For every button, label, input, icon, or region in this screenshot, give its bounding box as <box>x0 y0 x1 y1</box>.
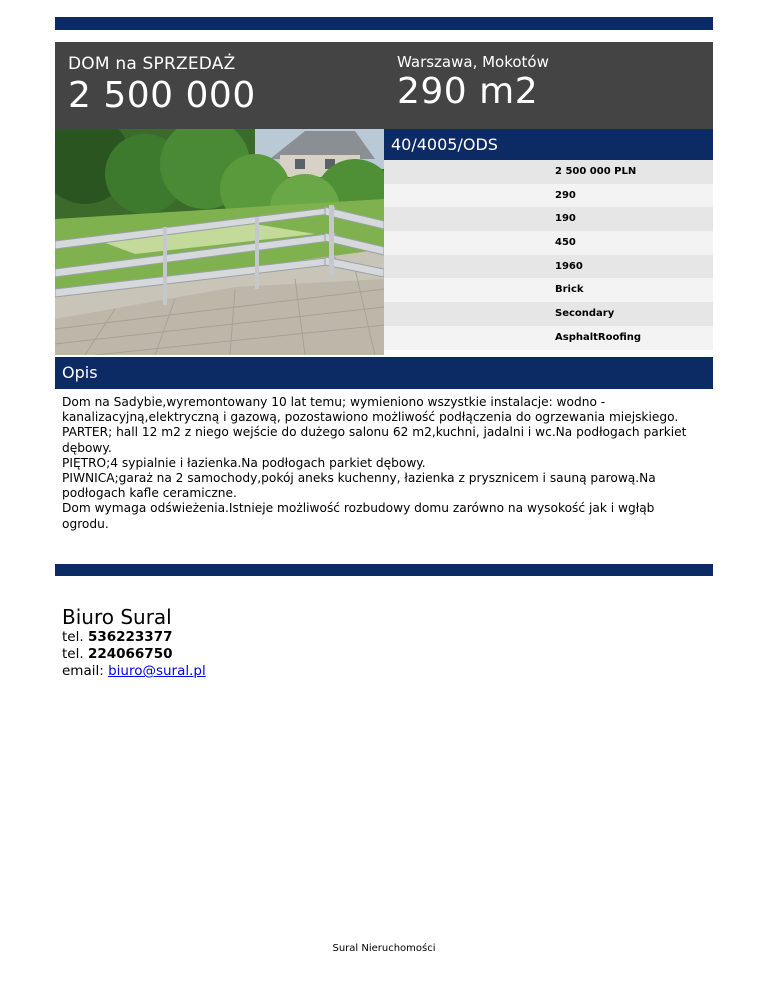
detail-area: 290 <box>384 184 713 208</box>
description-heading: Opis <box>55 357 713 389</box>
property-area: 290 m2 <box>397 71 539 112</box>
description-paragraph: PIWNICA;garaż na 2 samochody,pokój aneks kuchenny, łazienka z prysznicem i sauną parową.Na podłogach kafle ceramiczne. <box>62 471 656 501</box>
top-accent-bar <box>55 17 713 30</box>
header-left <box>68 54 256 116</box>
description-paragraph: PARTER; hall 12 m2 z niego wejście do dużego salonu 62 m2,kuchni, jadalni i wc.Na podłogach parkiet dębowy. <box>62 425 687 455</box>
details-table <box>384 160 713 350</box>
detail-usable-area: 190 <box>384 207 713 231</box>
phone-number: 536223377 <box>87 629 173 645</box>
description-paragraph: PIĘTRO;4 sypialnie i łazienka.Na podłogach parkiet dębowy. <box>62 455 426 470</box>
section-divider-bar <box>55 564 713 576</box>
header-right <box>397 53 549 112</box>
email-line <box>62 663 206 680</box>
email-link[interactable]: biuro@sural.pl <box>108 663 206 679</box>
phone-label: tel. <box>62 629 88 645</box>
property-location: Warszawa, Mokotów <box>397 53 549 71</box>
property-price: 2 500 000 <box>68 75 256 116</box>
property-photo <box>55 129 384 355</box>
property-type: DOM na SPRZEDAŻ <box>68 54 236 74</box>
detail-roofing: AsphaltRoofing <box>384 326 713 350</box>
footer-text: Sural Nieruchomości <box>332 943 436 954</box>
detail-plot-area: 450 <box>384 231 713 255</box>
detail-material: Brick <box>384 278 713 302</box>
phone-number: 224066750 <box>87 646 173 662</box>
agency-name: Biuro Sural <box>62 605 172 629</box>
listing-header <box>55 42 713 129</box>
description-paragraph: Dom na Sadybie,wyremontowany 10 lat temu; wymieniono wszystkie instalacje: wodno -kanalizacyjną,elektryczną i gazową, pozostawiono możliwość podłączenia do ogrzewania miejskiego. <box>62 395 679 425</box>
agency-contact <box>62 605 206 680</box>
phone-label: tel. <box>62 646 88 662</box>
phone-line <box>62 646 206 663</box>
phone-line <box>62 629 206 646</box>
detail-price: 2 500 000 PLN <box>384 160 713 184</box>
description-paragraph: Dom wymaga odświeżenia.Istnieje możliwość rozbudowy domu zarówno na wysokość jak i wgłąb ogrodu. <box>62 501 655 531</box>
reference-number: 40/4005/ODS <box>384 129 713 160</box>
email-label: email: <box>62 663 109 679</box>
description-text <box>62 395 702 532</box>
detail-year-built: 1960 <box>384 255 713 279</box>
detail-market: Secondary <box>384 302 713 326</box>
